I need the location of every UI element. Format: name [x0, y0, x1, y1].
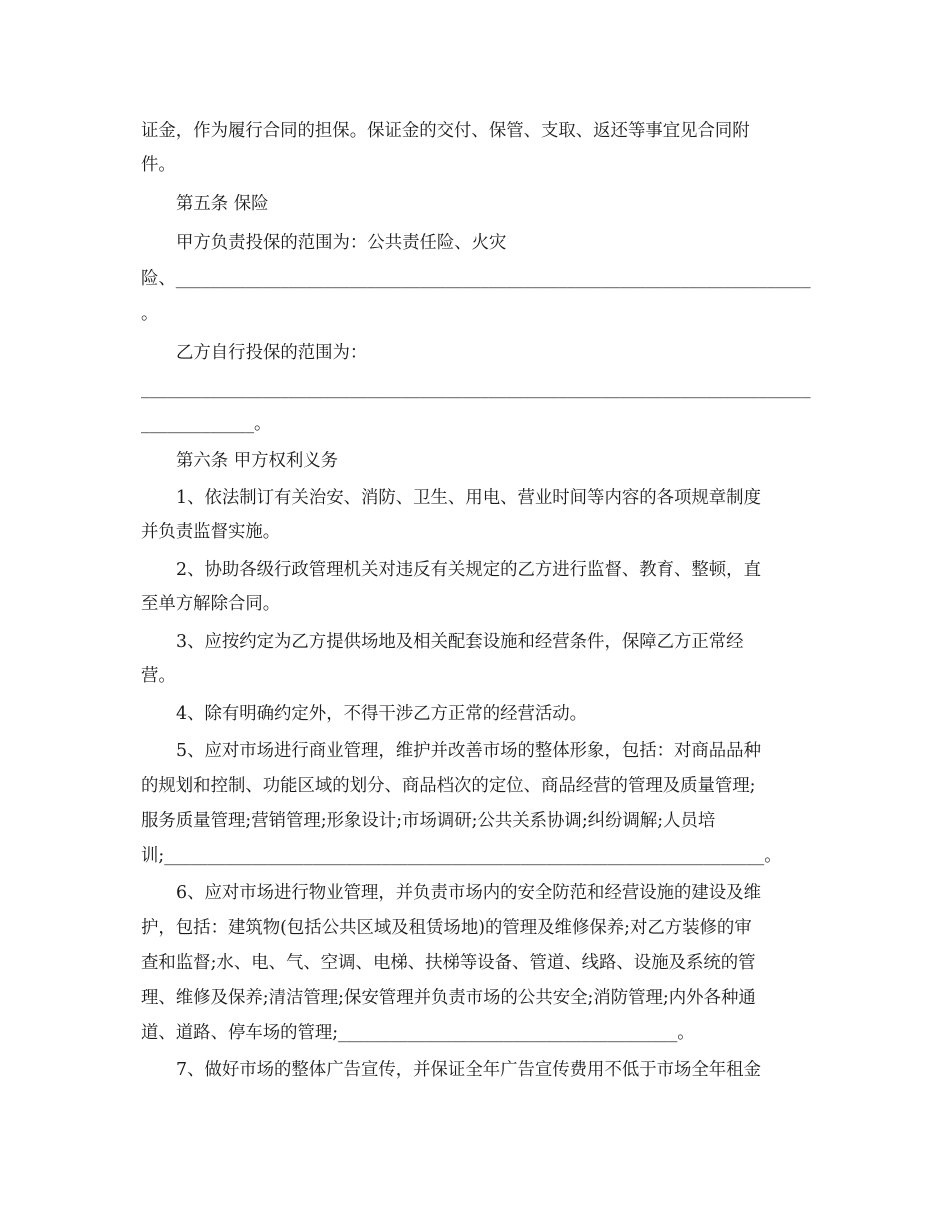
- item-6-line-2: 护，包括：建筑物(包括公共区域及租赁场地)的管理及维修保养;对乙方装修的审: [141, 918, 752, 938]
- item-1-line-1: 1、依法制订有关治安、消防、卫生、用电、营业时间等内容的各项规章制度: [176, 488, 761, 508]
- item-3-line-1: 3、应按约定为乙方提供场地及相关配套设施和经营条件，保障乙方正常经: [176, 632, 744, 652]
- item-2-line-2: 至单方解除合同。: [141, 594, 281, 614]
- party-b-insurance-line-3: _____________。: [141, 414, 272, 434]
- item-6-line-5: 道、道路、停车场的管理;_______________________________________。: [141, 1023, 695, 1043]
- item-6-line-1: 6、应对市场进行物业管理，并负责市场内的安全防范和经营设施的建设及维: [176, 883, 761, 903]
- party-a-insurance-line-3: 。: [141, 304, 159, 324]
- party-a-insurance-line-2: 险、_________________________________________________________________________: [141, 269, 811, 289]
- party-b-insurance-line-1: 乙方自行投保的范围为：: [176, 343, 368, 363]
- item-3-line-2: 营。: [141, 666, 176, 686]
- item-2-line-1: 2、协助各级行政管理机关对违反有关规定的乙方进行监督、教育、整顿，直: [176, 560, 761, 580]
- party-a-insurance-line-1: 甲方负责投保的范围为：公共责任险、火灾: [176, 233, 507, 253]
- item-5-line-2: 的规划和控制、功能区域的划分、商品档次的定位、商品经营的管理及质量管理;: [141, 776, 756, 796]
- item-5-line-4: 训;_____________________________________________________________________。: [141, 846, 782, 866]
- item-6-line-4: 理、维修及保养;清洁管理;保安管理并负责市场的公共安全;消防管理;内外各种通: [141, 988, 756, 1008]
- paragraph-deposit-line-2: 件。: [141, 155, 176, 175]
- item-5-line-1: 5、应对市场进行商业管理，维护并改善市场的整体形象，包括：对商品品种: [176, 741, 761, 761]
- item-6-line-3: 查和监督;水、电、气、空调、电梯、扶梯等设备、管道、线路、设施及系统的管: [141, 953, 756, 973]
- item-5-line-3: 服务质量管理;营销管理;形象设计;市场调研;公共关系协调;纠纷调解;人员培: [141, 811, 716, 831]
- item-4-line-1: 4、除有明确约定外，不得干涉乙方正常的经营活动。: [176, 704, 588, 724]
- item-7-line-1: 7、做好市场的整体广告宣传，并保证全年广告宣传费用不低于市场全年租金: [176, 1060, 761, 1080]
- article-5-heading: 第五条 保险: [176, 194, 269, 214]
- paragraph-deposit-line-1: 证金，作为履行合同的担保。保证金的交付、保管、支取、返还等事宜见合同附: [141, 121, 750, 141]
- party-b-insurance-line-2: _____________________________________________________________________________: [141, 379, 811, 399]
- article-6-heading: 第六条 甲方权利义务: [176, 451, 339, 471]
- item-1-line-2: 并负责监督实施。: [141, 522, 281, 542]
